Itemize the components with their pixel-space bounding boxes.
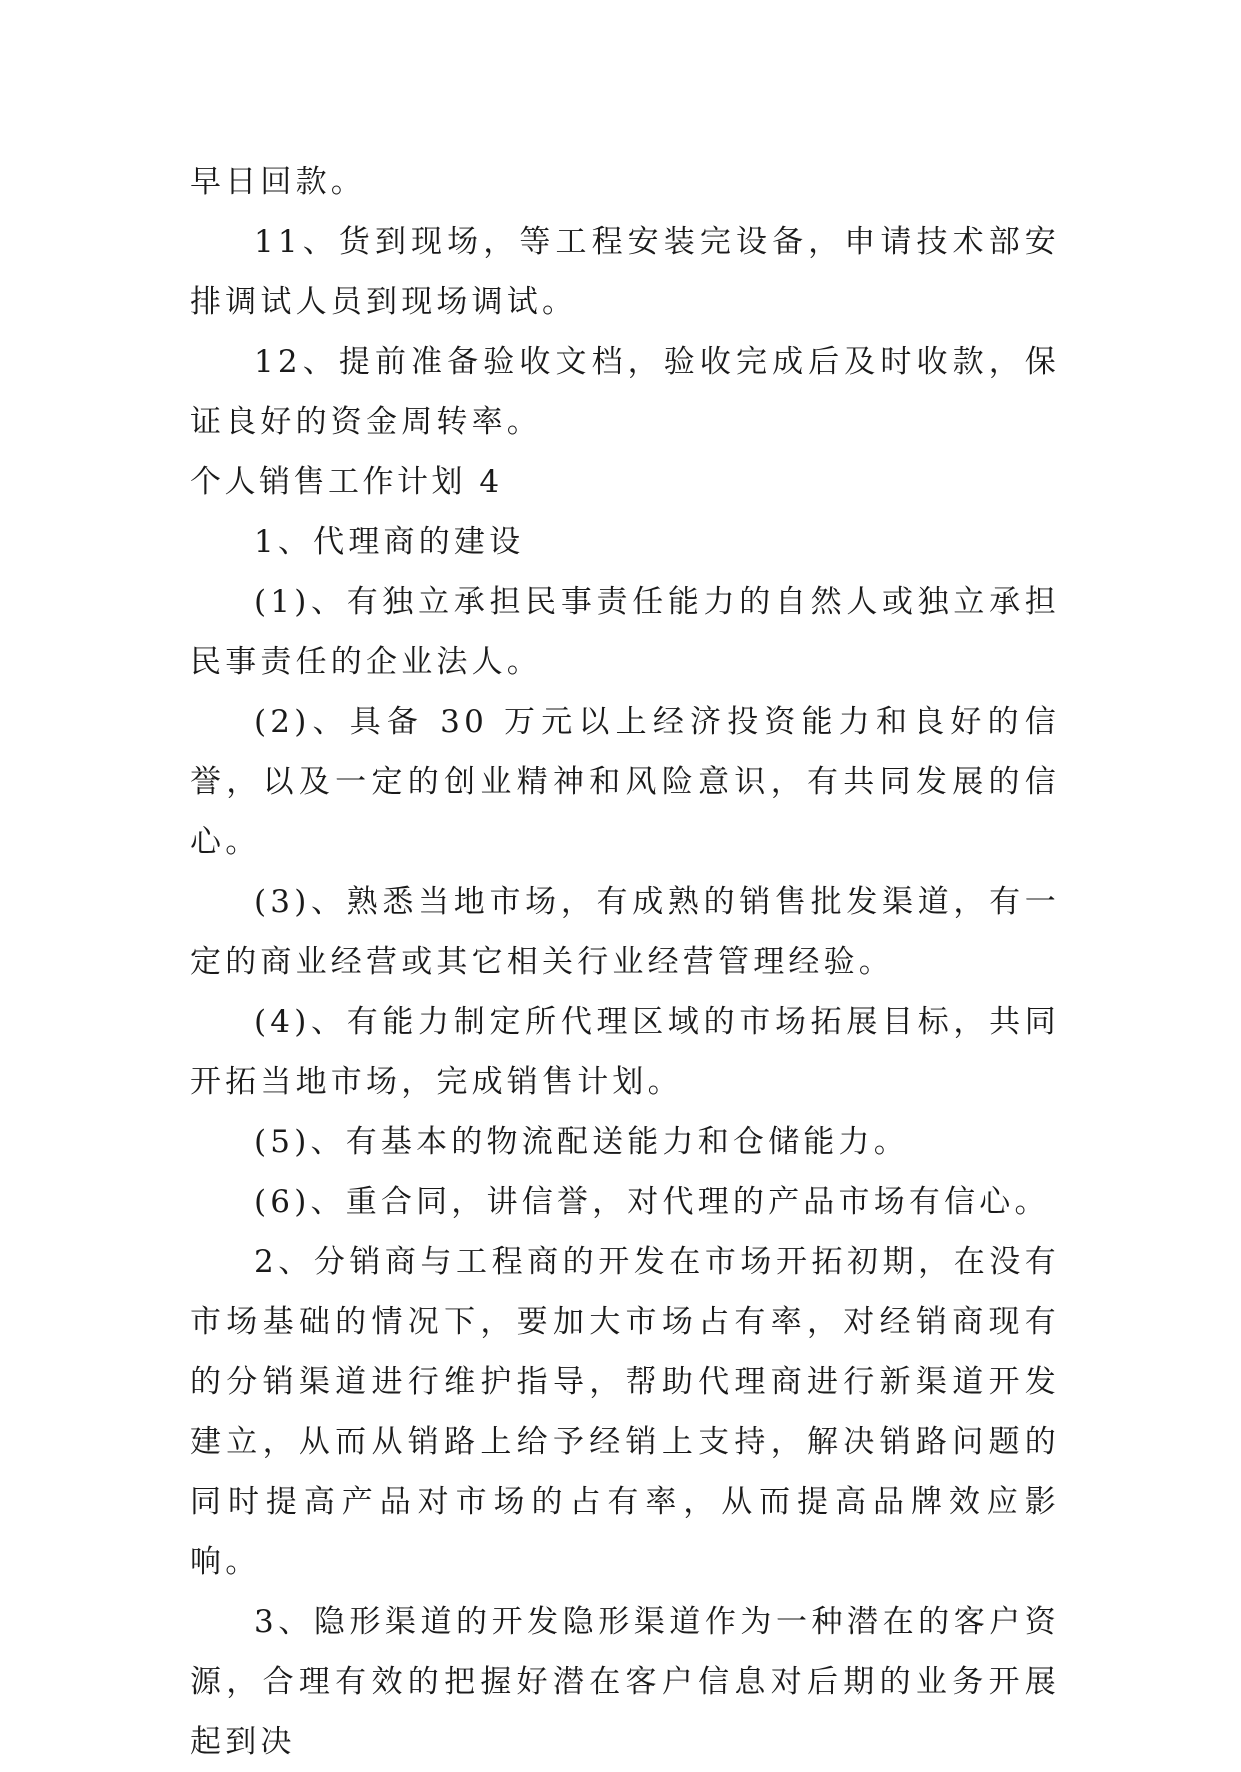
paragraph-requirement-5: (5)、有基本的物流配送能力和仓储能力。 xyxy=(254,1124,909,1160)
paragraph-requirement-3: (3)、熟悉当地市场，有成熟的销售批发渠道，有一定的商业经营或其它相关行业经营管理经验。 xyxy=(190,884,1060,980)
paragraph-item-12: 12、提前准备验收文档，验收完成后及时收款，保证良好的资金周转率。 xyxy=(190,344,1060,440)
document-body xyxy=(190,152,1060,1772)
paragraph-requirement-4: (4)、有能力制定所代理区域的市场拓展目标，共同开拓当地市场，完成销售计划。 xyxy=(190,1004,1060,1100)
paragraph-agent-building: 1、代理商的建设 xyxy=(254,524,525,560)
paragraph-1: 早日回款。 xyxy=(190,164,366,200)
paragraph-hidden-channel: 3、隐形渠道的开发隐形渠道作为一种潜在的客户资源，合理有效的把握好潜在客户信息对后期的业务开展起到决 xyxy=(190,1604,1060,1760)
paragraph-distributor-development: 2、分销商与工程商的开发在市场开拓初期，在没有市场基础的情况下，要加大市场占有率，对经销商现有的分销渠道进行维护指导，帮助代理商进行新渠道开发建立，从而从销路上给予经销上支持，解决销路问题的同时提高产品对市场的占有率，从而提高品牌效应影响。 xyxy=(190,1244,1060,1580)
section-heading: 个人销售工作计划 4 xyxy=(190,464,503,500)
paragraph-requirement-2: (2)、具备 30 万元以上经济投资能力和良好的信誉，以及一定的创业精神和风险意识，有共同发展的信心。 xyxy=(190,704,1060,860)
paragraph-item-11: 11、货到现场，等工程安装完设备，申请技术部安排调试人员到现场调试。 xyxy=(190,224,1060,320)
paragraph-requirement-1: (1)、有独立承担民事责任能力的自然人或独立承担民事责任的企业法人。 xyxy=(190,584,1060,680)
paragraph-requirement-6: (6)、重合同，讲信誉，对代理的产品市场有信心。 xyxy=(254,1184,1050,1220)
